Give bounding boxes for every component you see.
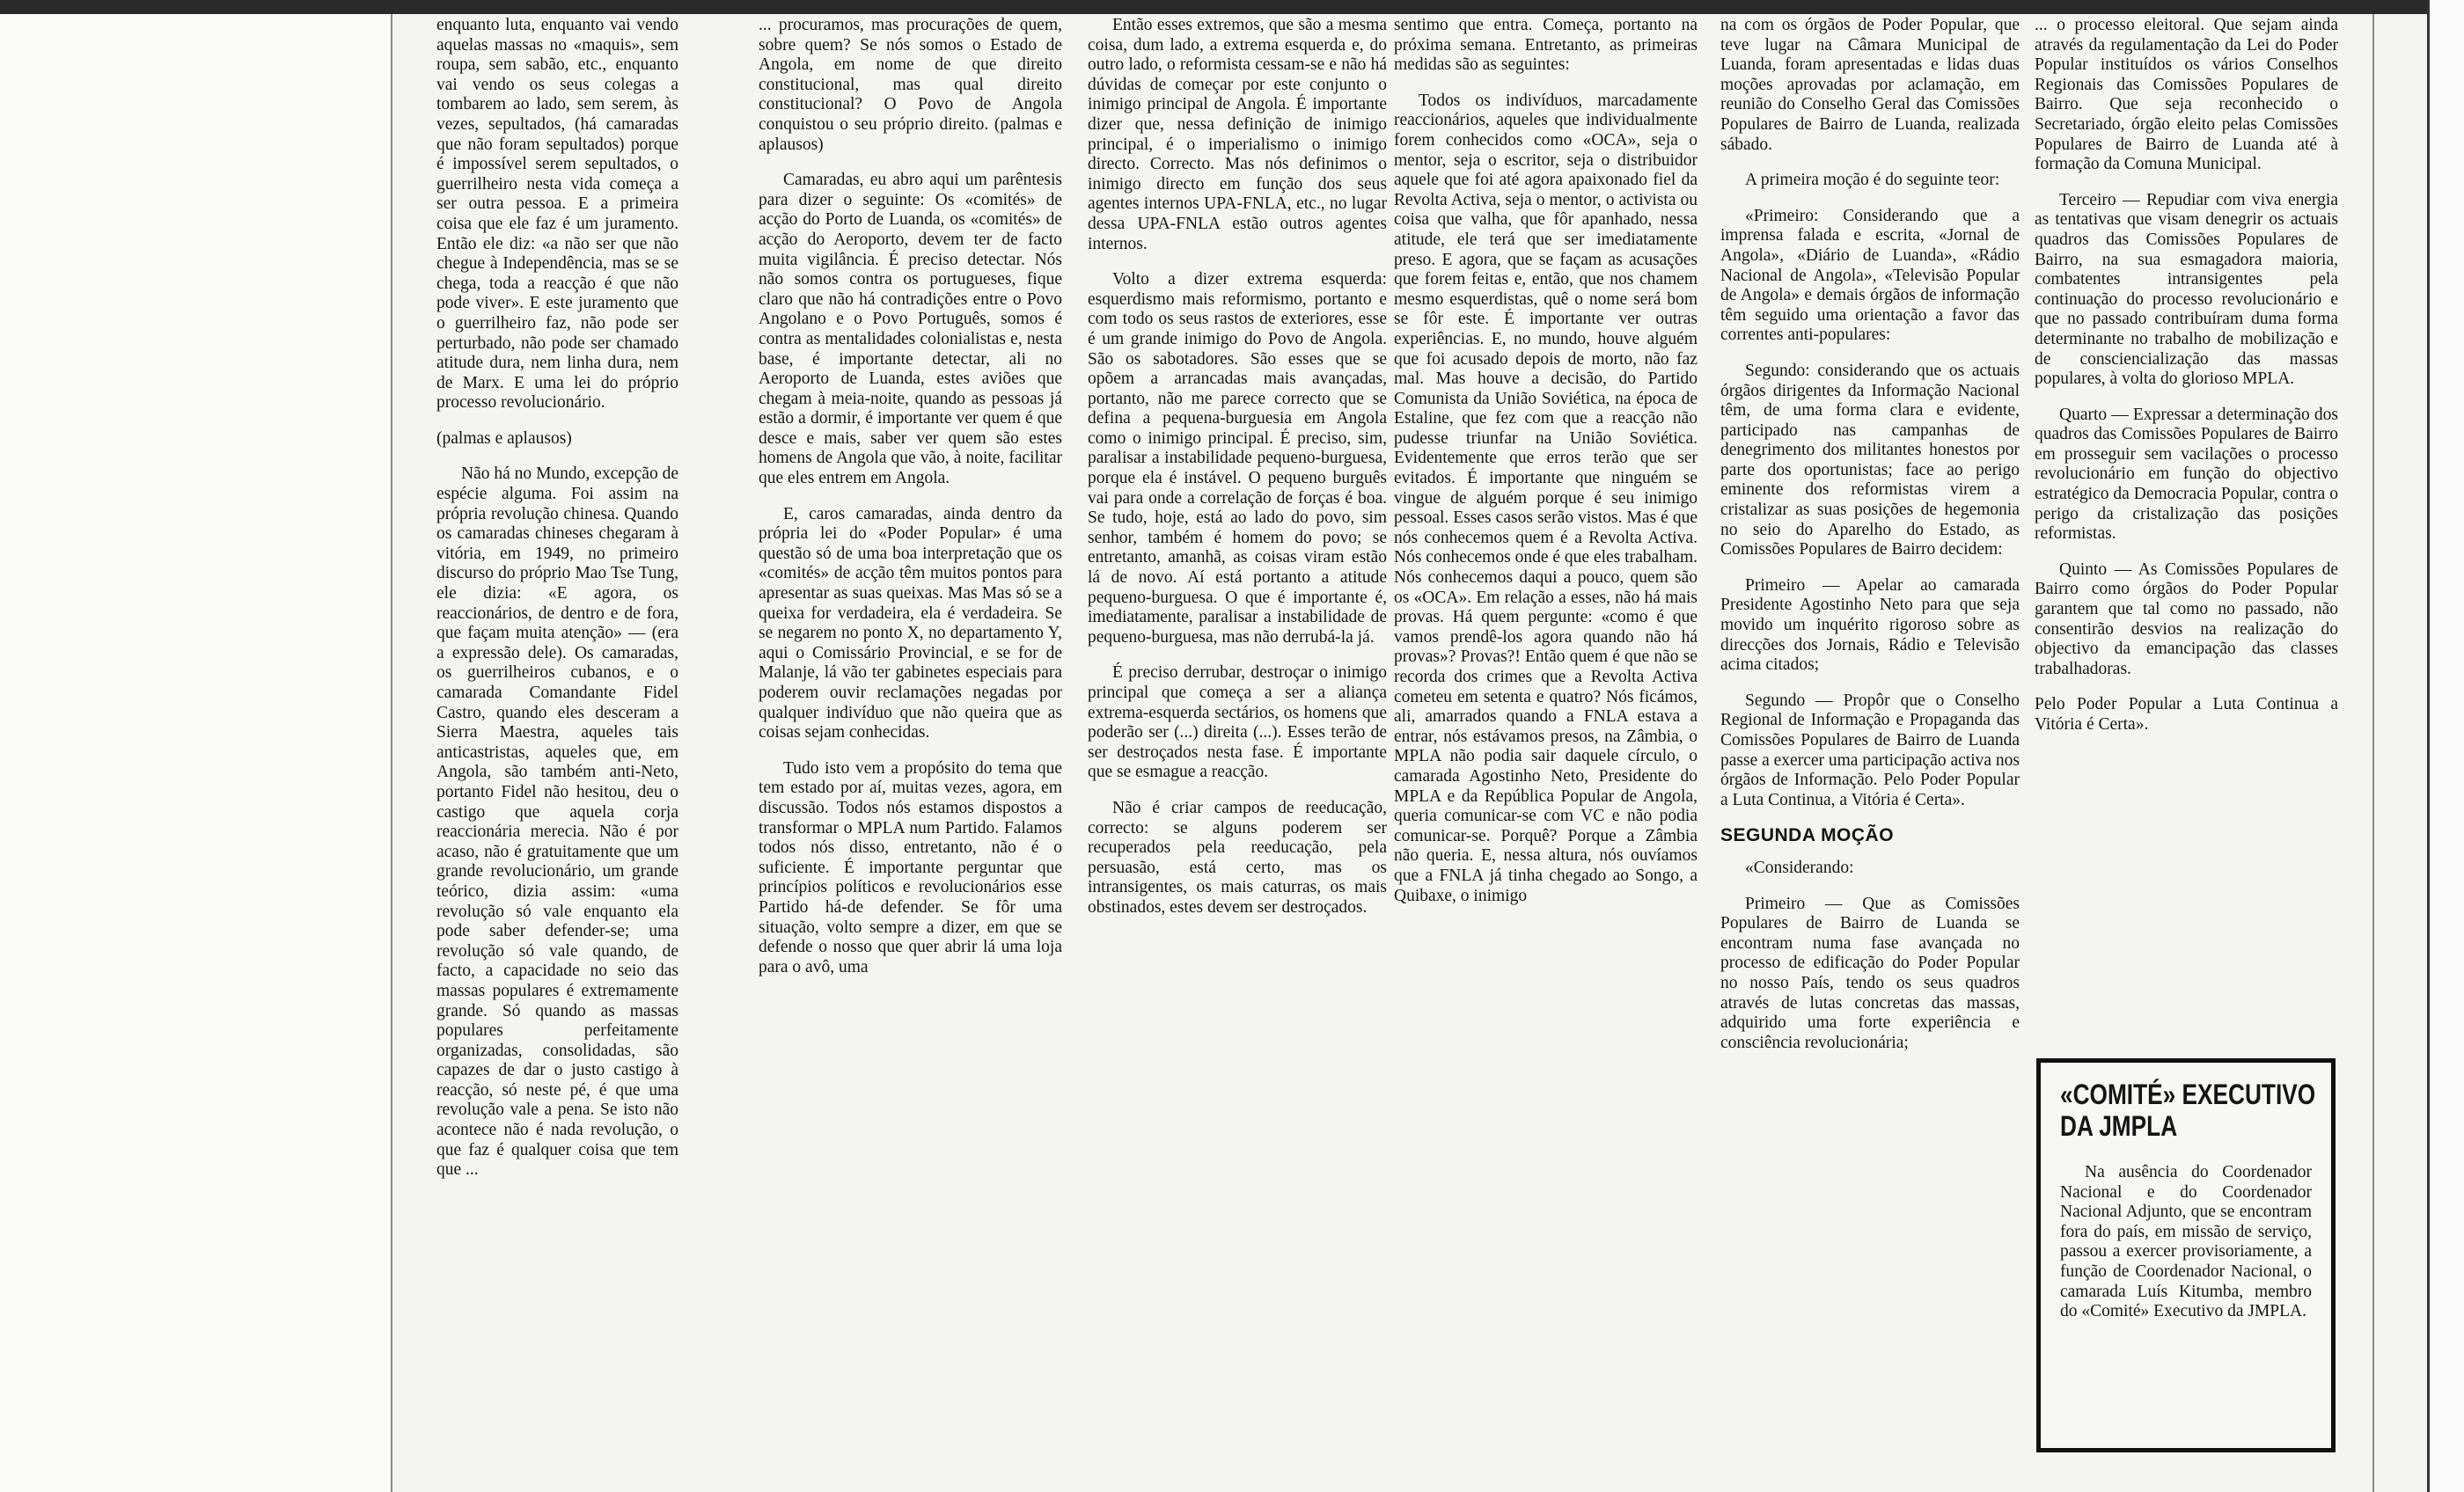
paragraph: ... procuramos, mas procurações de quem, sobre quem? Se nós somos o Estado de Angola, em nome de que direito constitucional, mas qual direito constitucional? O Povo de Angola conquistou o seu próprio direito. (palmas e aplausos) — [759, 16, 1062, 154]
paragraph: A primeira moção é do seguinte teor: — [1745, 171, 2000, 190]
paragraph: Quinto — As Comissões Populares de Bairro como órgãos do Poder Popular garantem que tal como no passado, não consentirão desvios na realização do objectivo da emancipação das classes trabalhadoras. — [2035, 560, 2338, 678]
article-column-1 — [436, 16, 678, 1490]
paragraph: Todos os indivíduos, marcadamente reaccionários, aqueles que individualmente forem conhecidos como «OCA», seja o mentor, seja o escritor, seja o distribuidor aquele que foi até agora apaixonado fiel da Revolta Activa, seja o mentor, o activista ou coisa que valha, que fôr apanhado, nessa atitude, ele terá que ser imediatamente preso. E agora, que se façam as acusações que forem feitas e, então, que nos chamem mesmo esquerdistas, quê o nome será bom se fôr este. É importante ver outras experiências. E, no mundo, houve alguém que foi acusado depois de morto, não faz mal. Mas houve a decisão, do Partido Comunista da União Soviética, na época de Estaline, que fez com que a reacção não pudesse triunfar na União Soviética. Evidentemente que erros terão que ser evitados. É importante que ninguém se vingue de alguém porque é seu inimigo pessoal. Esses casos serão vistos. Mas é que nós conhecemos quem é a Revolta Activa. Nós conhecemos onde é que eles trabalham. Nós conhecemos daqui a pouco, quem são os «OCA». Em relação a esses, não há mais provas. Há quem pergunte: «como é que vamos prendê-los agora quando não há provas»? Provas?! Então quem é que não se recorda dos crimes que a Revolta Activa cometeu em setenta e quatro? Nós ficámos, ali, amarrados quando a FNLA estava a entrar, nós estávamos presos, na Zâmbia, o MPLA não podia sair daquele círculo, o camarada Agostinho Neto, Presidente do MPLA e da República Popular de Angola, queria comunicar-se com VC e não podia comunicar-se. Porquê? Porque a Zâmbia não queria. E, nessa altura, nós ouvíamos que a FNLA já tinha chegado ao Songo, a Quibaxe, o inimigo — [1394, 91, 1698, 905]
paragraph: Terceiro — Repudiar com viva energia as tentativas que visam denegrir os actuais quadros das Comissões Populares de Bairro, na sua esmagadora maioria, combatentes intransigentes pela continuação do processo revolucionário e que no passado contribuíram duma forma determinante no trabalho de mobilização e de consciencialização das massas populares, à volta do glorioso MPLA. — [2035, 190, 2338, 389]
paragraph: Primeiro — Apelar ao camarada Presidente Agostinho Neto para que seja movido um inquérito rigoroso sobre as direcções dos Jornais, Rádio e Televisão acima citados; — [1720, 575, 2020, 675]
paragraph: ... o processo eleitoral. Que sejam ainda através da regulamentação da Lei do Poder Popular instituídos os vários Conselhos Regionais das Comissões Populares de Bairro. Que seja reconhecido o Secretariado, órgão eleito pelas Comissões Populares de Bairro de Luanda até à formação da Comuna Municipal. — [2035, 16, 2338, 174]
paragraph: Segundo — Propôr que o Conselho Regional de Informação e Propaganda das Comissões Populares de Bairro de Luanda passe a exercer uma participação activa nos órgãos de Informação. Pelo Poder Popular a Luta Continua, a Vitória é Certa». — [1720, 691, 2020, 809]
paragraph: Tudo isto vem a propósito do tema que tem estado por aí, muitas vezes, agora, em discussão. Todos nós estamos dispostos a transformar o MPLA num Partido. Falamos todos nós disso, entretanto, não é o suficiente. É importante perguntar que princípios políticos e revolucionários esse Partido há-de defender. Se fôr uma situação, volto sempre a dizer, em que se defende o nosso que quer abrir lá uma loja para o avô, uma — [759, 758, 1062, 976]
article-column-3 — [1088, 16, 1387, 1490]
article-column-6 — [2035, 16, 2338, 1054]
paragraph: Não é criar campos de reeducação, correcto: se alguns poderem ser recuperados pela reeducação, pela persuasão, está certo, mas os intransigentes, os mais caturras, os mais obstinados, estes devem ser destroçados. — [1088, 798, 1387, 917]
paragraph: «Considerando: — [1745, 858, 1854, 877]
paragraph: Pelo Poder Popular a Luta Continua a Vitória é Certa». — [2035, 695, 2338, 734]
page-left-margin — [0, 14, 392, 1492]
news-brief-title: «COMITÉ» EXECUTIVO DA JMPLA — [2060, 1079, 2316, 1142]
paragraph: enquanto luta, enquanto vai vendo aquelas massas no «maquis», sem roupa, sem sabão, etc., enquanto vai vendo os seus colegas a tombarem ao lado, sem serem, às vezes, sepultados, (há camaradas que não foram sepultados) porque é impossível serem sepultados, o guerrilheiro nesta vida começa a ser outra pessoa. E a primeira coisa que ele faz é um juramento. Então ele diz: «a não ser que não chegue à Independência, mas se se chega, toda a reacção é que não pode viver». E este juramento que o guerrilheiro faz, não pode ser perturbado, não pode ser chamado atitude dura, nem linha dura, nem de Marx. E uma lei do próprio processo revolucionário. — [436, 16, 678, 413]
column-rule — [2372, 14, 2374, 1492]
paragraph: (palmas e aplausos) — [436, 428, 572, 448]
paragraph: Não há no Mundo, excepção de espécie alguma. Foi assim na própria revolução chinesa. Quando os camaradas chineses chegaram à vitória, em 1949, no primeiro discurso do próprio Mao Tse Tung, ele dizia: «E agora, os reaccionários, de dentro e de fora, que façam muita atenção» — (era a expressão dele). Os camaradas, os guerrilheiros cubanos, e o camarada Comandante Fidel Castro, quando eles desceram a Sierra Maestra, aqueles tais anticastristas, aqueles que, em Angola, são também anti-Neto, portanto Fidel não hesitou, deu o castigo que aquela corja reaccionária merecia. Não é por acaso, não é gratuitamente que um grande revolucionário, um grande teórico, dizia assim: «uma revolução só vale enquanto ela pode saber defender-se; uma revolução só vale quando, de facto, a capacidade no seio das massas populares é extremamente grande. Só quando as massas populares perfeitamente organizadas, consolidadas, são capazes de dar o justo castigo à reacção, só neste pé, é que uma revolução vale a pena. Se isto não acontece não é nada revolução, o que faz é qualquer coisa que tem que ... — [436, 464, 678, 1180]
news-brief-box — [2036, 1058, 2336, 1452]
article-column-2 — [759, 16, 1062, 1490]
paragraph: sentimo que entra. Começa, portanto na próxima semana. Entretanto, as primeiras medidas são as seguintes: — [1394, 16, 1698, 75]
column-rule — [391, 14, 392, 1492]
article-column-4 — [1394, 16, 1698, 1490]
paragraph: «Primeiro: Considerando que a imprensa falada e escrita, «Jornal de Angola», «Diário de Luanda», «Rádio Nacional de Angola», «Televisão Popular de Angola» e demais órgãos de informação têm seguido uma orientação a favor das correntes anti-populares: — [1720, 206, 2020, 345]
scan-top-edge — [0, 0, 2464, 14]
paragraph: na com os órgãos de Poder Popular, que teve lugar na Câmara Municipal de Luanda, foram apresentadas e lidas duas moções aprovadas por aclamação, em reunião do Conselho Geral das Comissões Populares de Bairro de Luanda, realizada sábado. — [1720, 16, 2020, 154]
paragraph: É preciso derrubar, destroçar o inimigo principal que começa a ser a aliança extrema-esquerda sectários, os homens que poderão ser (...) direita (...). Esses terão de ser destroçados nesta fase. É importante que se esmague a reacção. — [1088, 663, 1387, 782]
section-heading: SEGUNDA MOÇÃO — [1720, 825, 1895, 846]
article-column-5 — [1720, 16, 2020, 1490]
paragraph: Quarto — Expressar a determinação dos quadros das Comissões Populares de Bairro em prosseguir sem vacilações o processo revolucionário em função do objectivo estratégico da Democracia Popular, contra o perigo da cristalização das posições reformistas. — [2035, 405, 2338, 544]
paragraph: Na ausência do Coordenador Nacional e do Coordenador Nacional Adjunto, que se encontram fora do país, em missão de serviço, passou a exercer provisoriamente, a função de Coordenador Nacional, o camarada Luís Kitumba, membro do «Comité» Executivo da JMPLA. — [2060, 1163, 2312, 1321]
paragraph: Segundo: considerando que os actuais órgãos dirigentes da Informação Nacional têm, de uma forma clara e evidente, participado nas campanhas de denegrimento dos militantes honestos por parte dos oportunistas; face ao perigo eminente dos reformistas virem a cristalizar as suas posições de hegemonia no seio do Aparelho do Estado, as Comissões Populares de Bairro decidem: — [1720, 361, 2020, 560]
paragraph: Volto a dizer extrema esquerda: esquerdismo mais reformismo, portanto e com todo os seus rastos de exteriores, esse é um grande inimigo do Povo de Angola. São os sabotadores. São esses que se opõem a arrancadas mais avançadas, portanto, não me parece correcto que se defina a pequena-burguesia em Angola como o inimigo principal. É preciso, sim, paralisar a instabilidade pequeno-burguesa, porque ela é instável. O pequeno burguês vai para onde a correlação de forças é boa. Se tudo, hoje, está ao lado do povo, sim senhor, também é homem do povo; se entretanto, amanhã, as coisas viram estão lá de novo. Aí está portanto a atitude pequeno-burguesa. O que é importante é, imediatamente, paralisar a instabilidade de pequeno-burguesa, mas não derrubá-la já. — [1088, 270, 1387, 647]
paragraph: Primeiro — Que as Comissões Populares de Bairro de Luanda se encontram numa fase avançada no processo de edificação do Poder Popular no nosso País, tendo os seus quadros através de lutas concretas das massas, adquirido uma forte experiência e consciência revolucionária; — [1720, 894, 2020, 1052]
scan-right-edge — [2427, 0, 2464, 1492]
paragraph: Então esses extremos, que são a mesma coisa, dum lado, a extrema esquerda e, do outro lado, o reformista cessam-se e não há dúvidas de começar por este conjunto o inimigo principal de Angola. É importante dizer que, nessa definição de inimigo principal, é o imperialismo o inimigo directo. Correcto. Mas nós definimos o inimigo directo em função dos seus agentes internos UPA-FNLA, etc., no lugar dessa UPA-FNLA estão outros agentes internos. — [1088, 16, 1387, 253]
paragraph: E, caros camaradas, ainda dentro da própria lei do «Poder Popular» é uma questão só de uma boa interpretação que os «comités» de acção têm muitos pontos para apresentar as suas queixas. Mas Mas só se a queixa for verdadeira, ela é verdadeira. Se se negarem no ponto X, no departamento Y, aqui o Comissário Provincial, e se for de Malanje, lá vão ter gabinetes especiais para poderem ouvir reclamações negadas por qualquer indivíduo que não queira que as coisas sejam conhecidas. — [759, 504, 1062, 742]
news-brief-body — [2060, 1163, 2312, 1322]
paragraph: Camaradas, eu abro aqui um parêntesis para dizer o seguinte: Os «comités» de acção do Porto de Luanda, os «comités» de acção do Aeroporto, devem ter de facto muita vigilância. É preciso detectar. Nós não somos contra os portugueses, fique claro que não há contradições entre o Povo Angolano e o Povo Português, somos é contra as mentalidades colonialistas e, nesta base, é importante detectar, ali no Aeroporto de Luanda, estes aviões que chegam à meia-noite, quando as pessoas já estão a dormir, é importante ver quem é que desce e mais, saber ver quem são estes homens de Angola que vão, à noite, facilitar que eles entrem em Angola. — [759, 171, 1062, 488]
